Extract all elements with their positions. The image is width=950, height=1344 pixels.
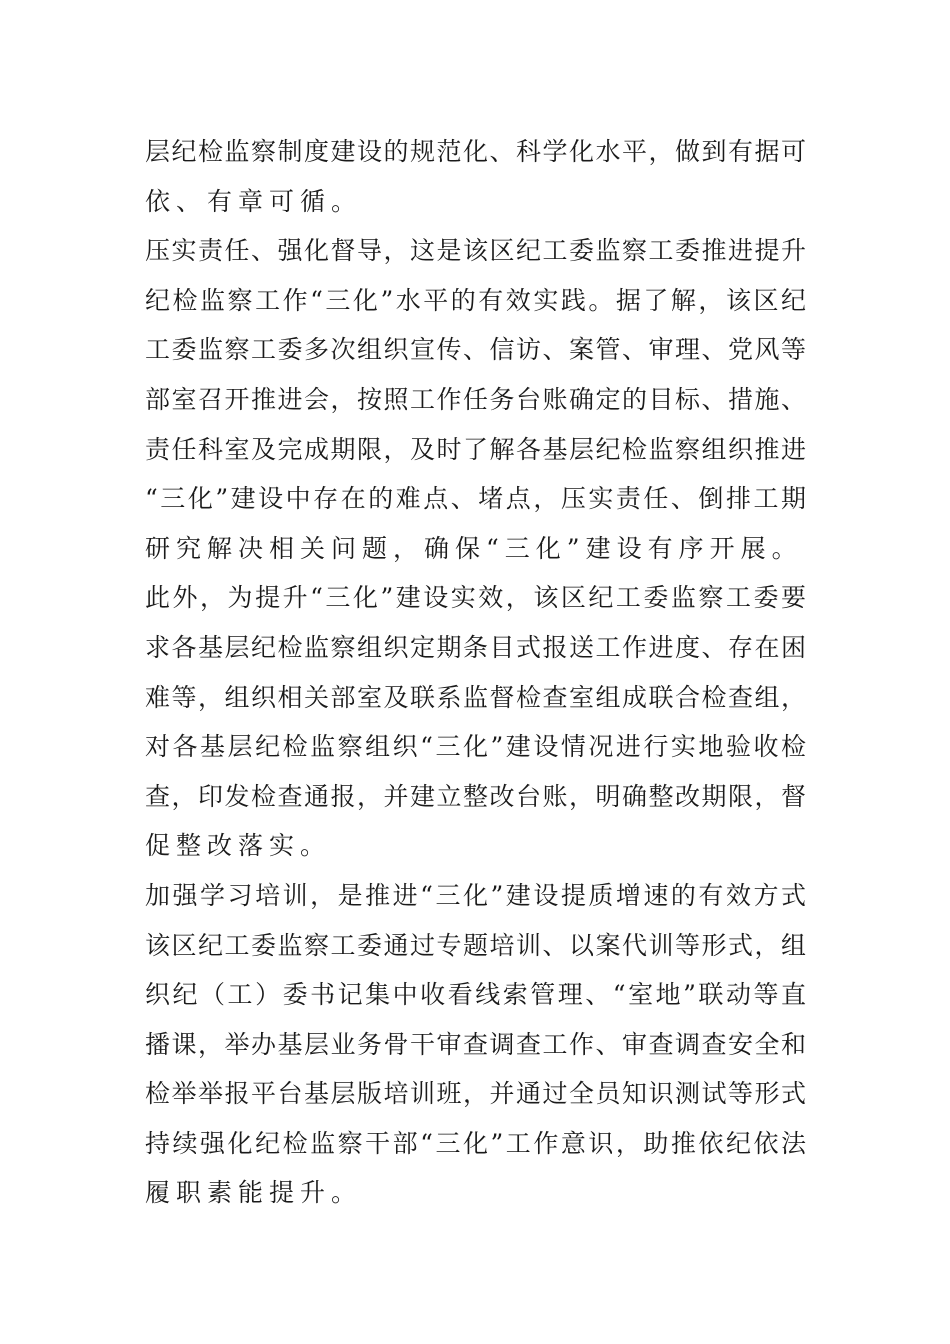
text-line: 履职素能提升。 xyxy=(145,1178,363,1208)
text-line: 对各基层纪检监察组织“三化”建设情况进行实地验收检 xyxy=(145,732,807,762)
text-line: 加强学习培训，是推进“三化”建设提质增速的有效方式 xyxy=(145,880,807,910)
text-line: 压实责任、强化督导，这是该区纪工委监察工委推进提升 xyxy=(145,236,807,266)
paragraph xyxy=(145,226,807,573)
text-line: “三化”建设中存在的难点、堵点，压实责任、倒排工期 xyxy=(145,484,807,514)
text-line: 工委监察工委多次组织宣传、信访、案管、审理、党风等 xyxy=(145,335,807,365)
text-line: 难等，组织相关部室及联系监督检查室组成联合检查组， xyxy=(145,682,807,712)
text-line: 该区纪工委监察工委通过专题培训、以案代训等形式，组 xyxy=(145,930,807,960)
text-line: 此外，为提升“三化”建设实效，该区纪工委监察工委要 xyxy=(145,583,807,613)
document-body xyxy=(145,127,807,1218)
text-line: 部室召开推进会，按照工作任务台账确定的目标、措施、 xyxy=(145,384,807,414)
text-line: 依、有章可循。 xyxy=(145,186,363,216)
text-line: 研究解决相关问题，确保“三化”建设有序开展。 xyxy=(145,533,803,563)
text-line: 持续强化纪检监察干部“三化”工作意识，助推依纪依法 xyxy=(145,1128,807,1158)
text-line: 纪检监察工作“三化”水平的有效实践。据了解，该区纪 xyxy=(145,285,807,315)
text-line: 织纪（工）委书记集中收看线索管理、“室地”联动等直 xyxy=(145,980,807,1010)
paragraph xyxy=(145,573,807,871)
text-line: 播课，举办基层业务骨干审查调查工作、审查调查安全和 xyxy=(145,1029,807,1059)
text-line: 责任科室及完成期限，及时了解各基层纪检监察组织推进 xyxy=(145,434,807,464)
text-line: 查，印发检查通报，并建立整改台账，明确整改期限，督 xyxy=(145,781,807,811)
text-line: 层纪检监察制度建设的规范化、科学化水平，做到有据可 xyxy=(145,137,807,166)
text-line: 求各基层纪检监察组织定期条目式报送工作进度、存在困 xyxy=(145,632,807,662)
text-line: 检举举报平台基层版培训班，并通过全员知识测试等形式 xyxy=(145,1079,807,1109)
paragraph xyxy=(145,871,807,1218)
text-line: 促整改落实。 xyxy=(145,831,332,861)
paragraph xyxy=(145,127,807,226)
